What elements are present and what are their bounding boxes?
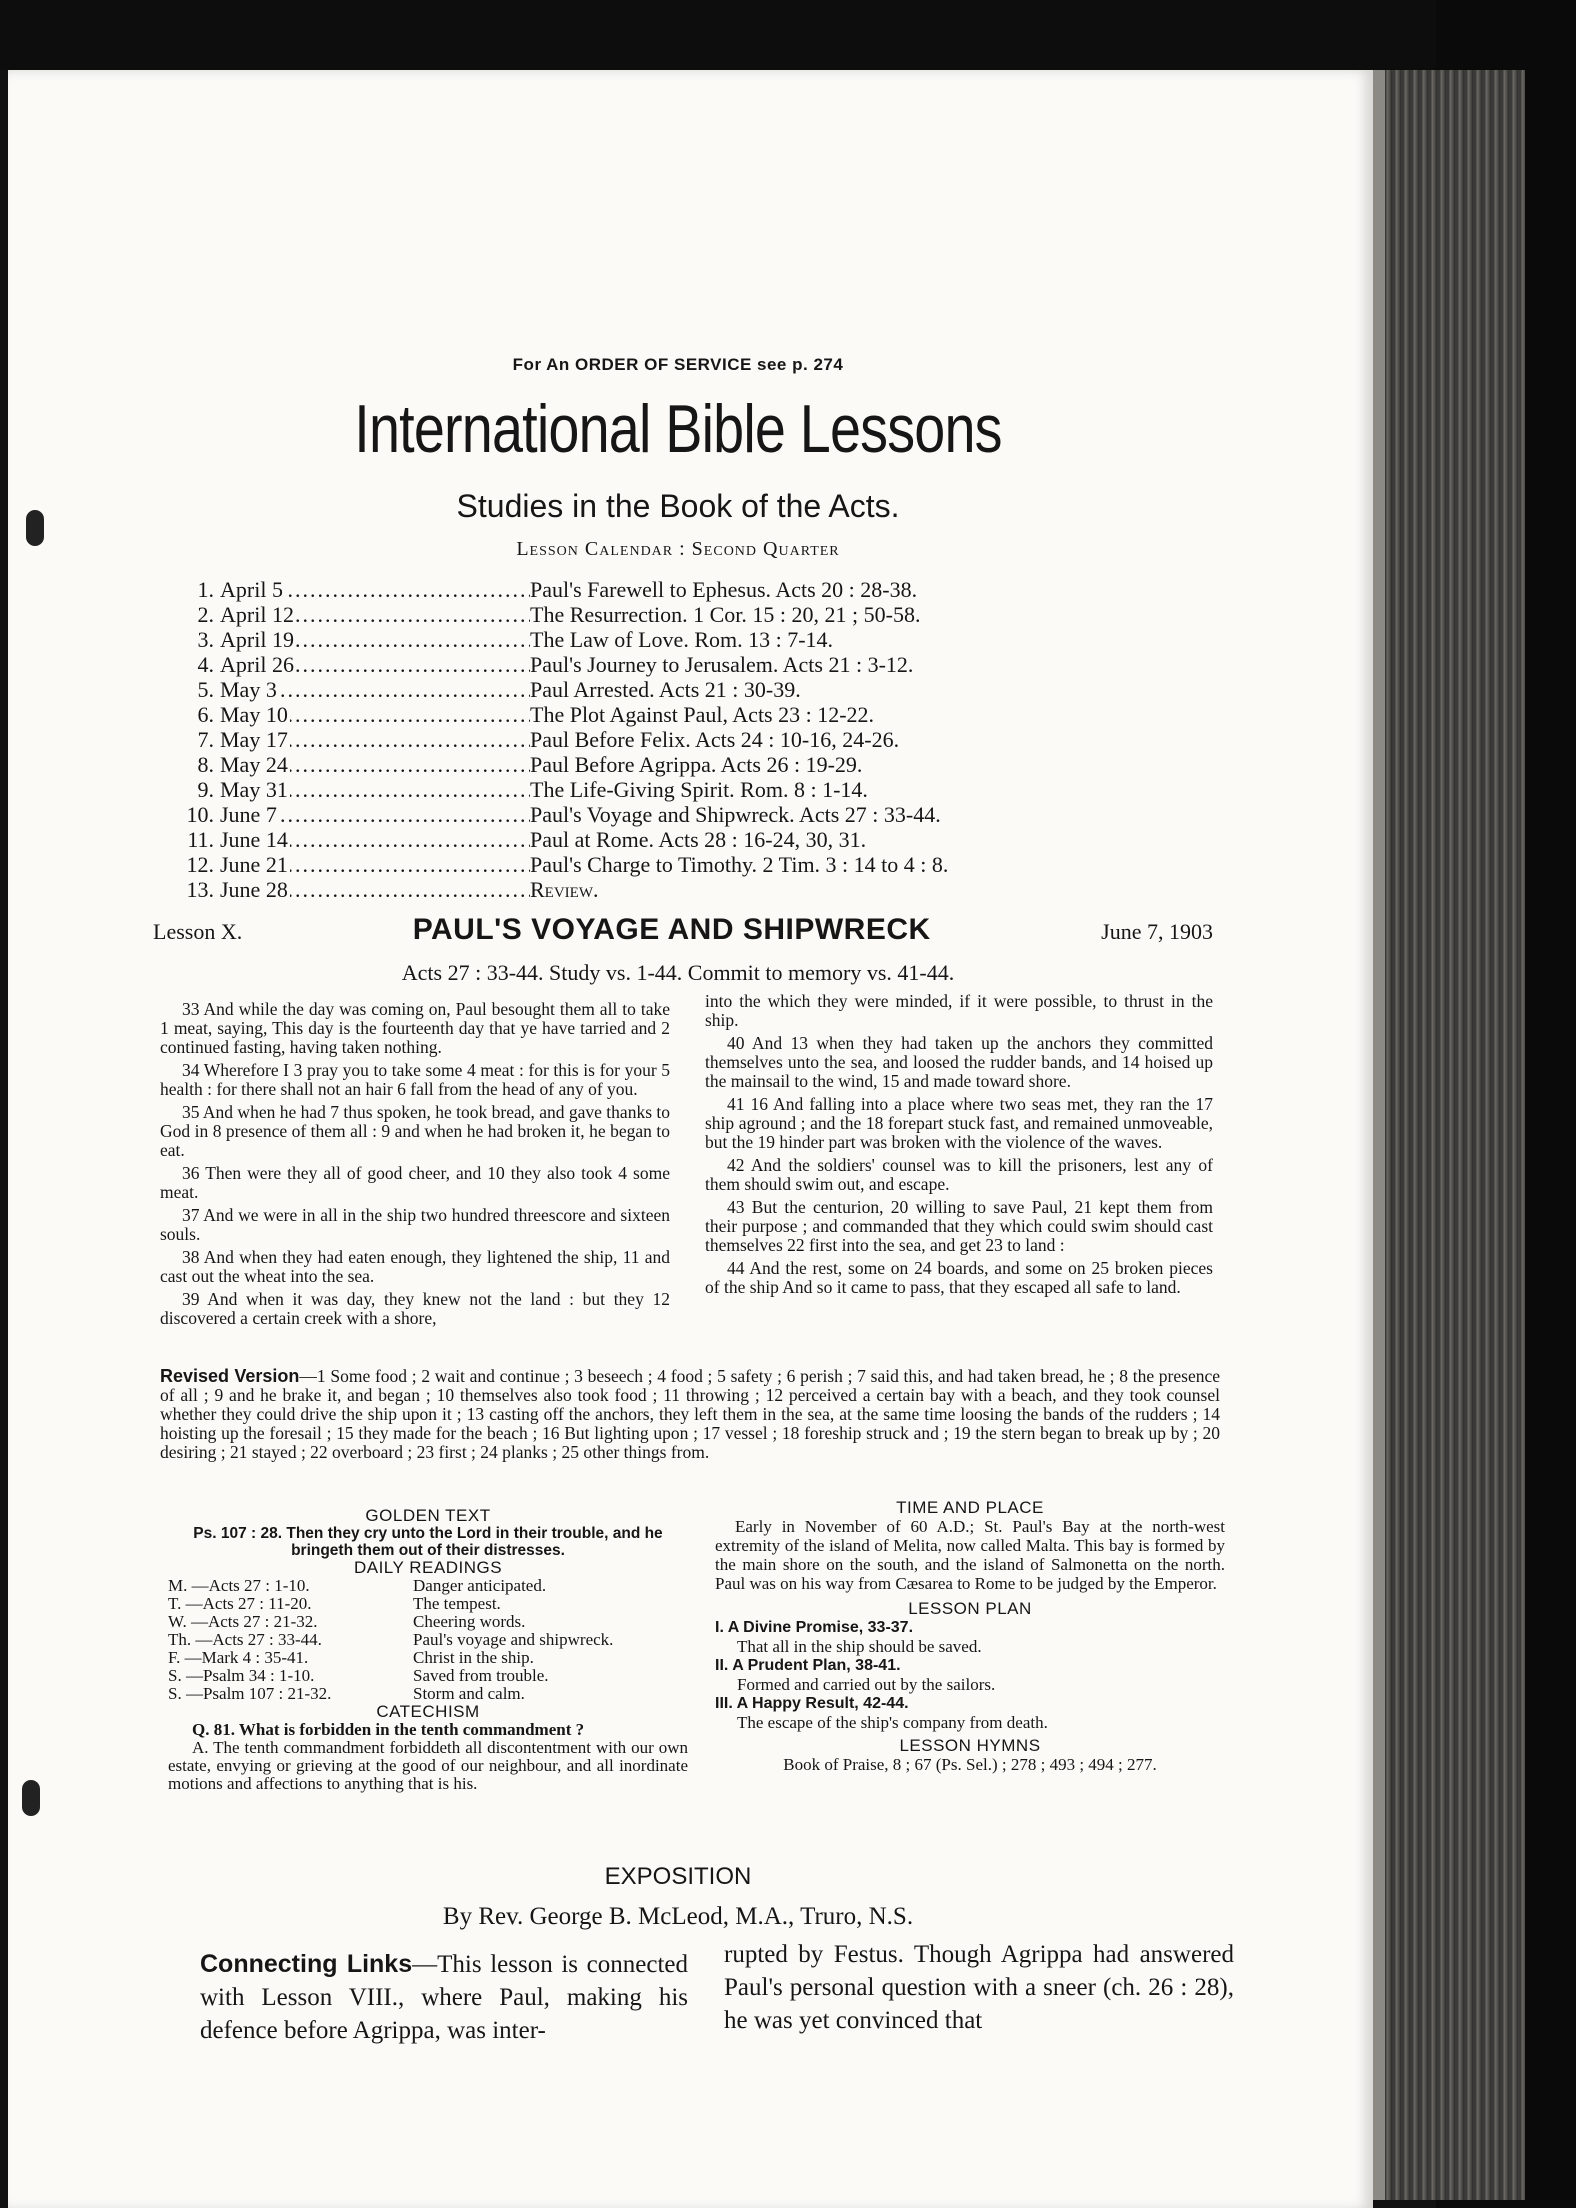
verse: 44 And the rest, some on 24 boards, and some on 25 broken pieces of the ship And so it came to pass, that they escaped all safe to land. [705, 1258, 1213, 1297]
exposition-byline: By Rev. George B. McLeod, M.A., Truro, N.S. [442, 1903, 914, 1930]
daily-reading: S. —Psalm 107 : 21-32. Storm and calm. [168, 1684, 525, 1703]
verse: 38 And when they had eaten enough, they lightened the ship, 11 and cast out the wheat into the sea. [160, 1247, 670, 1286]
calendar-row: 7. May 17 ..... Paul Before Felix. Acts 24 : 10-16, 24-26. [178, 727, 1178, 752]
page-title: International Bible Lessons [354, 391, 1002, 467]
calendar-row: 1. April 5 ..... Paul's Farewell to Ephesus. Acts 20 : 28-38. [178, 577, 1178, 602]
lesson-calendar [178, 577, 1178, 902]
calendar-row: 13. June 28 ..... Review. [178, 877, 1178, 902]
exposition-column-left [200, 1948, 688, 2047]
lesson-date: June 7, 1903 [1101, 919, 1213, 944]
verse: 42 And the soldiers' counsel was to kill the prisoners, lest any of them should swim out, and escape. [705, 1155, 1213, 1194]
book-page-edges [1365, 70, 1525, 2200]
verse: 33 And while the day was coming on, Paul besought them all to take 1 meat, saying, This day is the fourteenth day that ye have tarried and 2 continued fasting, having taken nothing. [160, 999, 670, 1057]
exposition-heading: EXPOSITION [604, 1863, 752, 1890]
calendar-row: 3. April 19 ..... The Law of Love. Rom. 13 : 7-14. [178, 627, 1178, 652]
verse: 41 16 And falling into a place where two seas met, they ran the 17 ship aground ; and the 18 forepart stuck fast, and remained unmoveable, but the 19 hinder part was broken with the violence of the waves. [705, 1094, 1213, 1152]
calendar-row: 12. June 21 ..... Paul's Charge to Timothy. 2 Tim. 3 : 14 to 4 : 8. [178, 852, 1178, 877]
lesson-plan-item: I. A Divine Promise, 33-37. That all in the ship should be saved. [715, 1619, 982, 1656]
catechism-answer: A. The tenth commandment forbiddeth all discontentment with our own estate, envying or grieving at the good of our neighbour, and all inordinate motions and affections to anything that is his. [168, 1738, 688, 1793]
time-place-text: Early in November of 60 A.D.; St. Paul's Bay at the north-west extremity of the island of Melita, now called Malta. This bay is formed by the main shore on the south, and the island of Salmonetta on the north. Paul was on his way from Cæsarea to Rome to be judged by the Emperor. [715, 1517, 1225, 1593]
binding-hole [22, 1780, 40, 1816]
exposition-column-right: rupted by Festus. Though Agrippa had answered Paul's personal question with a sneer (ch. 26 : 28), he was yet convinced that [724, 1941, 1234, 2034]
catechism-question: Q. 81. What is forbidden in the tenth commandment ? [192, 1720, 585, 1739]
order-of-service-note: For An ORDER OF SERVICE see p. 274 [512, 355, 844, 374]
left-sidebar-notes [168, 1507, 688, 1793]
calendar-row: 8. May 24 ..... Paul Before Agrippa. Acts 26 : 19-29. [178, 752, 1178, 777]
daily-reading: M. —Acts 27 : 1-10. Danger anticipated. [168, 1576, 547, 1595]
golden-text-heading: GOLDEN TEXT [365, 1506, 491, 1525]
scan-background [0, 0, 1576, 70]
lesson-title: PAUL'S VOYAGE AND SHIPWRECK [412, 913, 931, 946]
golden-text: Ps. 107 : 28. Then they cry unto the Lord in their trouble, and he bringeth them out of their distresses. [193, 1525, 663, 1559]
daily-readings-heading: DAILY READINGS [353, 1558, 503, 1577]
lesson-reference: Acts 27 : 33-44. Study vs. 1-44. Commit to memory vs. 41-44. [401, 960, 955, 985]
daily-reading: S. —Psalm 34 : 1-10. Saved from trouble. [168, 1666, 549, 1685]
daily-reading: F. —Mark 4 : 35-41. Christ in the ship. [168, 1648, 534, 1667]
calendar-row: 9. May 31 ..... The Life-Giving Spirit. Rom. 8 : 1-14. [178, 777, 1178, 802]
revised-version-text: —1 Some food ; 2 wait and continue ; 3 beseech ; 4 food ; 5 safety ; 6 perish ; 7 said this, and had taken bread, he ; 8 the presence of all ; 9 and he brake it, and began ; 10 themselves also took food ; 11 throwing ; 12 perceived a certain bay with a beach, and they took counsel whether they could drive the ship upon it ; 13 casting off the anchors, they left them in the sea, at the same time loosing the bands of the rudders ; 14 hoisting up the foresail ; 15 they made for the beach ; 16 But lighting upon ; 17 vessel ; 18 foreship struck and ; 19 the stern began to break up by ; 20 desiring ; 21 stayed ; 22 overboard ; 23 first ; 24 planks ; 25 other things from. [160, 1366, 1221, 1462]
verse: 34 Wherefore I 3 pray you to take some 4 meat : for this is for your 5 health : for there shall not an hair 6 fall from the head of any of you. [160, 1060, 670, 1099]
lesson-hymns-text: Book of Praise, 8 ; 67 (Ps. Sel.) ; 278 ; 493 ; 494 ; 277. [783, 1755, 1157, 1774]
right-sidebar-notes [715, 1498, 1225, 1774]
lesson-plan-item: II. A Prudent Plan, 38-41. Formed and carried out by the sailors. [715, 1657, 996, 1694]
calendar-row: 11. June 14 ..... Paul at Rome. Acts 28 : 16-24, 30, 31. [178, 827, 1178, 852]
lesson-plan-item: III. A Happy Result, 42-44. The escape of the ship's company from death. [715, 1695, 1048, 1732]
daily-reading: T. —Acts 27 : 11-20. The tempest. [168, 1594, 501, 1613]
calendar-row: 2. April 12 ..... The Resurrection. 1 Cor. 15 : 20, 21 ; 50-58. [178, 602, 1178, 627]
verse: 37 And we were in all in the ship two hundred threescore and sixteen souls. [160, 1205, 670, 1244]
calendar-row: 4. April 26 ..... Paul's Journey to Jerusalem. Acts 21 : 3-12. [178, 652, 1178, 677]
scripture-column-right [705, 992, 1213, 1301]
verse: 39 And when it was day, they knew not the land : but they 12 discovered a certain creek with a shore, [160, 1289, 670, 1328]
connecting-links-label: Connecting Links [200, 1950, 413, 1978]
page-subtitle: Studies in the Book of the Acts. [456, 488, 900, 524]
verse: into the which they were minded, if it were possible, to thrust in the ship. [705, 991, 1213, 1030]
daily-reading: Th. —Acts 27 : 33-44. Paul's voyage and shipwreck. [168, 1630, 614, 1649]
document-page [8, 70, 1373, 2208]
calendar-row: 5. May 3 ..... Paul Arrested. Acts 21 : 30-39. [178, 677, 1178, 702]
scripture-column-left [160, 1000, 670, 1332]
exposition-text: —This lesson is connected with Lesson VIII., where Paul, making his defence before Agrippa, was inter- [200, 1951, 688, 2044]
calendar-heading: Lesson Calendar : Second Quarter [516, 538, 840, 560]
lesson-hymns-heading: LESSON HYMNS [899, 1736, 1041, 1755]
time-place-heading: TIME AND PLACE [896, 1498, 1044, 1517]
verse: 36 Then were they all of good cheer, and 10 they also took 4 some meat. [160, 1163, 670, 1202]
lesson-number: Lesson X. [153, 919, 243, 944]
catechism-heading: CATECHISM [376, 1702, 480, 1721]
verse: 40 And 13 when they had taken up the anchors they committed themselves unto the sea, and loosed the rudder bands, and 14 hoised up the mainsail to the wind, 15 and made toward shore. [705, 1033, 1213, 1091]
revised-version-notes [160, 1367, 1220, 1462]
revised-version-label: Revised Version [160, 1366, 300, 1386]
lesson-plan-heading: LESSON PLAN [908, 1599, 1032, 1618]
daily-reading: W. —Acts 27 : 21-32. Cheering words. [168, 1612, 526, 1631]
calendar-row: 6. May 10 ..... The Plot Against Paul, Acts 23 : 12-22. [178, 702, 1178, 727]
verse: 35 And when he had 7 thus spoken, he took bread, and gave thanks to God in 8 presence of them all : 9 and when he had broken it, he began to eat. [160, 1102, 670, 1160]
verse: 43 But the centurion, 20 willing to save Paul, 21 kept them from their purpose ; and commanded that they which could swim should cast themselves 22 first into the sea, and get 23 to land : [705, 1197, 1213, 1255]
calendar-row: 10. June 7 ..... Paul's Voyage and Shipwreck. Acts 27 : 33-44. [178, 802, 1178, 827]
lesson-header [153, 913, 1213, 947]
